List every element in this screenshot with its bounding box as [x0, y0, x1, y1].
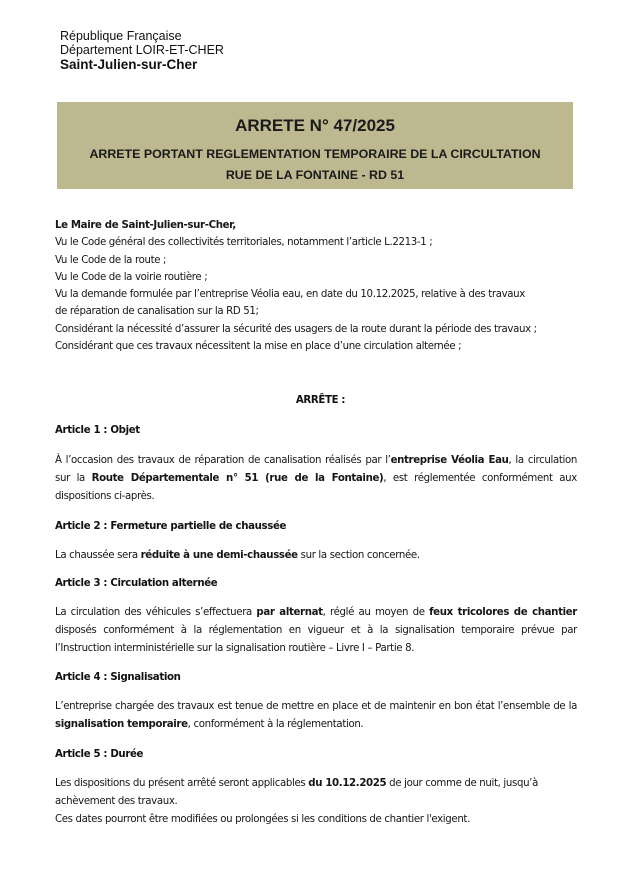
article-3-title: Article 3 : Circulation alternée [55, 578, 218, 589]
article-1-title: Article 1 : Objet [55, 425, 140, 436]
republic-line: République Française [60, 29, 182, 43]
arrete-heading: ARRÊTE : [295, 395, 346, 406]
subject-line-1: ARRETE PORTANT REGLEMENTATION TEMPORAIRE DE LA CIRCULTATION [89, 147, 541, 161]
emphasized-text: entreprise Véolia Eau [390, 455, 509, 466]
article-2-title: Article 2 : Fermeture partielle de chaussée [55, 521, 287, 532]
commune-name: Saint-Julien-sur-Cher [60, 57, 198, 72]
arrete-subject [57, 144, 573, 186]
article-3-text [55, 604, 577, 658]
consideration-line: Vu le Code de la voirie routière ; [55, 271, 208, 283]
emphasized-text: feux tricolores de chantier [429, 607, 577, 618]
consideration-line: Vu le Code général des collectivités territoriales, notamment l’article L.2213-1 ; [55, 237, 433, 249]
issuer-header [60, 29, 224, 73]
considerations [55, 217, 580, 355]
subject-line-2: RUE DE LA FONTAINE - RD 51 [225, 168, 405, 182]
text-run: sur la section concernée. [297, 550, 420, 561]
emphasized-text: signalisation temporaire [55, 719, 188, 730]
emphasized-text: par alternat [256, 607, 323, 618]
title-box [57, 102, 573, 189]
text-run: La chaussée sera [55, 550, 141, 561]
consideration-line: de réparation de canalisation sur la RD 51; [55, 306, 259, 318]
consideration-line: Vu le Code de la route ; [55, 254, 167, 266]
article-1-text [55, 452, 577, 506]
text-run: La circulation des véhicules s’effectuera [55, 607, 257, 618]
consideration-line: Considérant la nécessité d’assurer la sécurité des usagers de la route durant la période des travaux ; [55, 323, 537, 335]
mayor-lead: Le Maire de Saint-Julien-sur-Cher, [55, 220, 236, 231]
text-run: , est réglementée conformément aux dispositions ci-après. [55, 473, 577, 502]
text-run: de jour comme de nuit, jusqu’à achèvement des travaux. [55, 778, 538, 807]
text-run: À l’occasion des travaux de réparation de canalisation réalisés par l’ [55, 455, 391, 466]
emphasized-text: réduite à une demi-chaussée [140, 550, 298, 561]
article-5-extra: Ces dates pourront être modifiées ou prolongées si les conditions de chantier l'exigent. [55, 814, 470, 825]
text-run: disposés conformément à la réglementation en vigueur et à la signalisation temporaire prévue par l’Instruction interministérielle sur la signalisation routière – Livre I – Partie 8. [55, 625, 577, 654]
text-run: , conformément à la réglementation. [187, 719, 364, 730]
emphasized-text: du 10.12.2025 [308, 778, 387, 789]
article-5-text [55, 775, 560, 811]
arrete-number: ARRETE N° 47/2025 [235, 116, 395, 135]
article-4-text [55, 698, 577, 734]
text-run: , réglé au moyen de [322, 607, 430, 618]
consideration-line: Vu la demande formulée par l’entreprise Véolia eau, en date du 10.12.2025, relative à des travaux [55, 289, 525, 301]
text-run: L’entreprise chargée des travaux est tenue de mettre en place et de maintenir en bon état l’ensemble de la [55, 701, 577, 712]
text-run: , la circulation sur la [55, 455, 578, 484]
emphasized-text: Route Départementale n° 51 (rue de la Fontaine) [91, 473, 384, 484]
article-2-text [55, 547, 577, 565]
consideration-line: Considérant que ces travaux nécessitent la mise en place d’une circulation alternée ; [55, 341, 462, 353]
department-line: Département LOIR-ET-CHER [60, 43, 224, 57]
text-run: Les dispositions du présent arrêté seront applicables [55, 778, 309, 789]
article-4-title: Article 4 : Signalisation [55, 672, 181, 683]
article-5-title: Article 5 : Durée [55, 749, 144, 760]
